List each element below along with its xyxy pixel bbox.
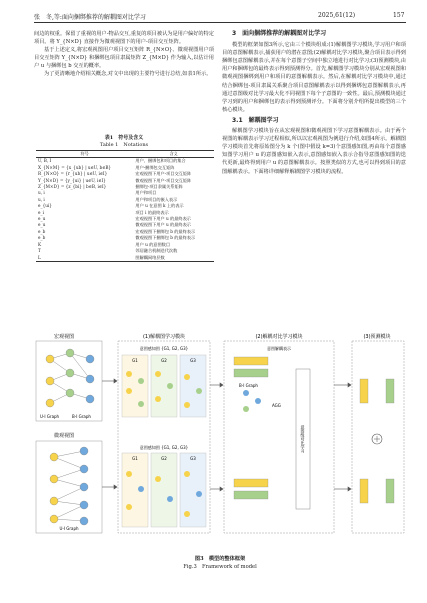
table-header-meaning: 含义 [133,151,214,158]
macro-bundle-node [66,389,74,397]
table-cell-meaning: 宏观视图下用户 u 的最终表示 [135,216,191,222]
micro-item-node [80,447,88,455]
section-3-paragraph: 模型的框架如图3所示,它由三个模块组成:(1)解耦图学习模块,学习用户和项目的意图解耦表示,捕获用户的潜在意图;(2)解耦对比学习模块,聚合项目表示得到捆绑包意图解耦表示,并在每个意图子空间中独立地进行对比学习;(3)预测模块,由用户和捆绑包的最终表示得到预测得分。首先,解耦图学习模块分别从宏观视图和微观视图捆绑到用户和项目的意图解耦表示。然后,在解耦对比学习模块中,通过结合捆绑包-项目隶属关系聚合项目意图解耦表示以得到捆绑包意图解耦表示,再通过意图级对比学习最大化不同视图下每个子意图的一致性。最后,预测模块通过学习到的用户和捆绑包的表示得到预测评分。下面将分别介绍所提出模型的三个核心模块。 [222,42,406,113]
table-row [36,158,214,165]
table-cell-meaning: 宏观视图下捆绑包 b 的最终表示 [135,228,196,234]
table-cell-symbol: e_b [38,228,46,234]
macro-bundle-node [66,349,74,357]
macro-view-label: 宏观视图 [53,334,75,340]
table-header-symbol: 符号 [36,151,133,158]
g2-user-node [155,371,161,377]
micro-item-node [80,517,88,525]
agg-label: AGG [272,403,281,408]
macro-item-node [86,355,94,363]
micro-item-node [80,465,88,473]
table-cell-meaning: 捆绑包-项目隶属关系矩阵 [135,184,183,190]
g3-label-macro: G3 [190,358,196,363]
module2-macro-reps [234,357,281,412]
macro-user-node [46,355,54,363]
table-cell-symbol: e_u [38,222,46,228]
module2-micro-reps [234,479,268,499]
micro-user-node [50,497,58,505]
intent-graph-g1-micro [122,453,148,527]
notation-table [36,150,214,262]
macro-user-node [46,399,54,407]
macro-bundle-nodes [66,349,74,397]
g1-micro-user-node [126,471,132,477]
table-cell-meaning: 微观视图下捆绑包 b 的最终表示 [135,235,196,241]
micro-view-label: 微观视图 [53,433,75,439]
module1-label: (1)解耦图学习模块 [142,334,186,340]
header-rule [34,22,406,23]
table-cell-symbol: Y_{N×D} = {y_{ui} | u∈U, i∈I} [38,177,106,183]
g1-label-micro: G1 [132,456,138,461]
intent-graph-g2-micro [151,453,177,527]
g3-user-node [184,402,190,408]
table-cell-symbol: X_{N×M} = {x_{ub} | u∈U, b∈B} [38,164,112,170]
g2-bundle-node [167,383,173,389]
macro-user-rep-bar [234,357,268,365]
g3-user-node [184,374,190,380]
right-column [222,30,406,176]
g3-micro-item-node [196,491,202,497]
bi-item-node [255,398,261,404]
micro-intent-graphs [122,453,206,527]
table-cell-meaning: 用户、捆绑包和项目的集合 [135,158,186,164]
table-cell-symbol: e_u [38,216,46,222]
g2-user-node [155,396,161,402]
g1-bundle-node [138,401,144,407]
g1-user-node [126,371,132,377]
table-caption-en: Table 1 Notations [99,142,149,148]
g3-label-micro: G3 [190,456,196,461]
table-cell-symbol: e_i [38,209,44,215]
g2-label-micro: G2 [161,456,167,461]
contrast-label: 意图级对比学习 [300,425,306,453]
section-3-1-paragraph: 解耦图学习模块旨在从宏观视图和微观视图下学习意图解耦表示。由于两个视图的解耦表示学习过程相似,所以以宏观视图为例进行介绍,如图4所示。解耦图学习模块首先将原始图分为 k 个(图中假设 k=3)个意图感知图,再由每个意图感知图学习用户 u 的意图感知嵌入表示,意图感知嵌入表示合指导意图感知图的迭代更新,最终得到用户 u 的意图解耦表示。按照类似的方式,也可以得到项目的意图解耦表示。下面将详细解释解耦图学习模块的流程。 [222,128,406,175]
micro-item-node [80,483,88,491]
table-cell-meaning: 用户和项目的嵌入表示 [135,196,178,202]
module2-bi-graph-label: B-I Graph [239,383,258,388]
intent-graph-g3-macro [180,355,206,417]
module1-graph-set-top: 意图感知图 {G1, G2, G3} [139,346,189,351]
macro-item-node [86,375,94,383]
table-cell-meaning: 宏观视图下用户-项目交互矩阵 [135,171,192,177]
g2-micro-item-node [167,496,173,502]
table-cell-symbol: R_{N×O} = {r_{ub} | u∈U, i∈I} [38,171,108,177]
macro-bundle-node [66,369,74,377]
g2-label-macro: G2 [161,358,167,363]
module2-label: (2)解耦对比学习模块 [255,334,303,340]
micro-user-node [50,515,58,523]
intent-graph-g2-macro [151,355,177,417]
g1-micro-item-node [138,486,144,492]
g3-micro-user-node [184,471,190,477]
table-cell-symbol: e_b [38,235,46,241]
intro-paragraph-2: 基于上述定义,将宏观视图用户项目交互矩阵 R_{N×O}、微观视图用户项目交互矩阵 Y_{N×D} 和捆绑包项目隶属矩阵 Z_{M×D} 作为输入,以估计用户 u 与捆绑包 b 交互的概率。 [34,47,214,70]
macro-bundle-rep-bar [234,369,268,377]
micro-bundle-rep-bar [234,491,268,499]
macro-item-nodes [86,355,94,403]
micro-user-node [50,453,58,461]
framework-figure [34,329,406,549]
micro-user-node [50,475,58,483]
micro-graph-box [36,441,102,533]
header-issue: 2025,61(12) [318,12,356,19]
micro-item-node [80,501,88,509]
micro-user-rep-bar [234,479,268,487]
g1-micro-user-node [126,504,132,510]
bi-bundle-node [243,406,249,412]
intro-paragraph-1: 间边的权重。保留了重视的用户-物品交互,重复的项目被认为是用户偏好的特定项目。将 Y_{N×D} 直接作为微观视图下的用户-项目交互矩阵。 [34,31,214,46]
final-user-rep [360,379,368,403]
section-3-title: 3 面向捆绑推荐的解耦图对比学习 [232,30,327,37]
module2-intent-rep-label: 意图解耦表示 [267,346,291,351]
macro-bi-graph-label: B-I Graph [72,414,91,419]
g2-micro-user-node [155,476,161,482]
macro-user-node [46,377,54,385]
final-bundle-rep [386,379,394,403]
macro-item-node [86,395,94,403]
g1-user-node [126,388,132,394]
table-cell-meaning: 微观视图下用户 u 的最终表示 [135,222,191,228]
bi-item-node [243,390,249,396]
micro-item-nodes [80,447,88,525]
macro-intent-graphs [122,355,206,417]
table-cell-symbol: Z_{M×D} = {z_{bi} | b∈B, i∈I} [38,184,107,190]
micro-graph [54,451,84,521]
intro-paragraph-3: 为了更清晰地介绍相关概念,对文中出现的主要符号进行总结,如表1所示。 [44,71,212,78]
table-cell-meaning: 图解耦网络层数 [133,255,214,262]
table-cell-meaning: 用户 u 的意图数目 [135,241,171,247]
table-cell-meaning: 用户和项目 [135,190,157,196]
macro-ui-graph-label: U-I Graph [40,414,60,419]
table-cell-symbol: u, i [38,196,45,202]
module2-to-3-arrows [334,383,351,491]
table-cell-symbol: K [38,241,42,247]
header-authors-title: 张 冬,等:面向捆绑推荐的解耦图对比学习 [34,14,146,21]
micro-user-nodes [50,453,58,523]
g1-bundle-node [138,378,144,384]
g3-micro-user-node [184,511,190,517]
table-cell-meaning: 用户 u 在意图 k 上的表示 [135,203,184,209]
g3-bundle-node [196,388,202,394]
table-cell-symbol: u, i [38,190,45,196]
table-cell-meaning: 项目 i 的最终表示 [135,209,169,215]
intent-graph-g1-macro [122,355,148,417]
table-caption-cn: 表1 符号及含义 [104,135,144,141]
figure-caption-cn: 图3 模型的整体框架 [194,556,246,562]
table-cell-meaning: 用户-捆绑包交互矩阵 [135,164,175,170]
table-cell-symbol: e_{ui} [38,203,52,209]
module1-to-2-arrows [210,383,223,491]
intent-graph-g3-micro [180,453,206,527]
table-cell-symbol: T [38,248,41,254]
table-row [36,255,214,262]
macro-user-nodes [46,355,54,407]
final-micro-bundle-rep [386,479,394,503]
module1-graph-set-bottom: 意图感知图 {G1, G2, G3} [139,445,189,450]
final-micro-user-rep [360,479,368,503]
table-cell-symbol: U, B, I [38,158,52,164]
table-cell-meaning: 邻居融合机制迭代次数 [135,248,178,254]
header-page-number: 157 [393,12,405,19]
g1-label-macro: G1 [132,358,138,363]
table-header-row [36,151,214,158]
table-cell-symbol: L [36,255,133,262]
section-3-1-title: 3.1 解耦图学习 [232,116,279,124]
input-arrows [102,379,117,489]
running-header [34,12,146,21]
figure-caption-en: Fig.3 Framework of model [183,564,257,570]
table-cell-meaning: 微观视图下用户-项目交互矩阵 [135,177,192,183]
left-column-intro [34,30,214,79]
module3-label: (3)预测模块 [363,334,391,340]
micro-ui-graph-label: U-I Graph [59,526,79,531]
